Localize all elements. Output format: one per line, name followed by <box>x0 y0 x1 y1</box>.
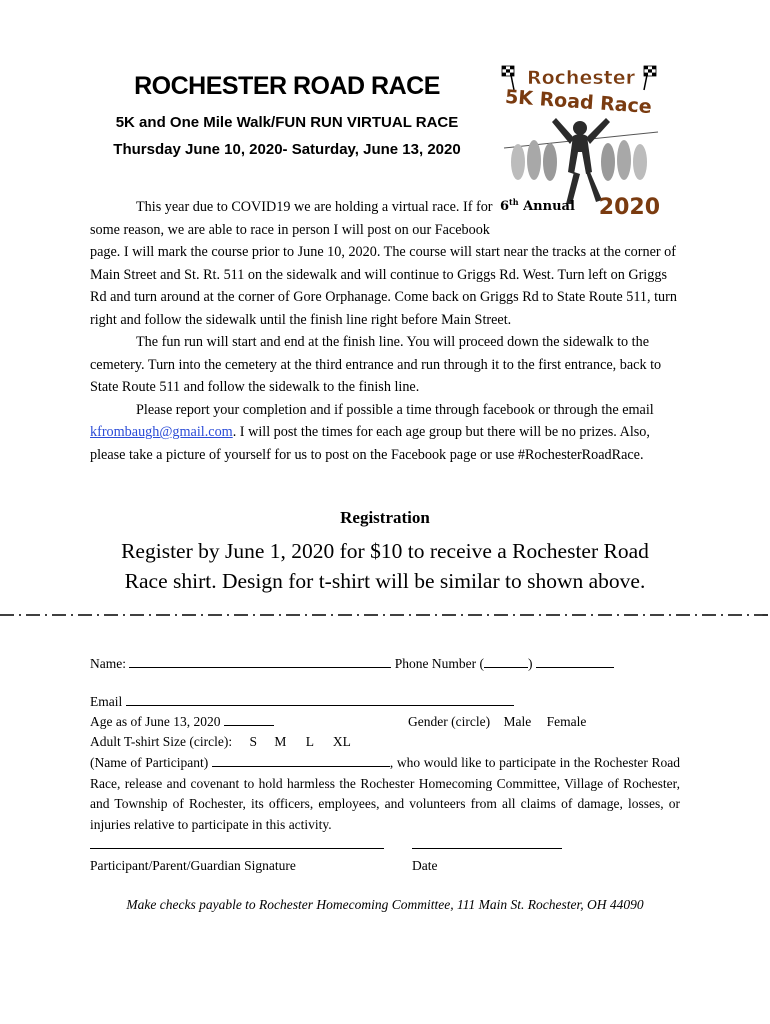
phone-label: Phone Number ( <box>394 656 484 671</box>
email-link[interactable]: kfrombaugh@gmail.com <box>90 424 233 440</box>
date-line-field[interactable] <box>412 848 562 849</box>
form-name-phone-row: Name: Phone Number ( ) <box>90 654 680 675</box>
waiver-text <box>90 753 680 835</box>
logo-annual: 6th Annual <box>500 197 575 214</box>
header <box>78 68 496 162</box>
cut-line-divider <box>0 612 770 618</box>
page-title: ROCHESTER ROAD RACE <box>134 72 440 100</box>
body-paragraphs <box>90 196 684 466</box>
size-option-m[interactable]: M <box>274 734 287 749</box>
size-option-l[interactable]: L <box>305 734 314 749</box>
form-shirt-row <box>90 732 680 753</box>
signature-label: Participant/Parent/Guardian Signature <box>90 858 296 873</box>
participant-name-field[interactable] <box>212 753 390 767</box>
logo-year: 2020 <box>598 195 660 220</box>
age-field[interactable] <box>224 712 274 726</box>
body-paragraph-1: This year due to COVID19 we are holding a virtual race. If for some reason, we are able to race in person I will post on our Facebook page. I will mark the course prior to June 10, 2020. The course will start near the tracks at the corner of Main Street and St. Rt. 511 on the sidewalk and will continue to Griggs Rd. West. Turn left on Griggs Rd and turn around at the corner of Gore Orphanage. Come back on Griggs Rd to State Route 511, turn right and follow the sidewalk until the finish line right before Main Street. <box>90 199 677 328</box>
event-dates: Thursday June 10, 2020- Saturday, June 13, 2020 <box>113 141 461 158</box>
gender-male-option[interactable]: Male <box>503 714 532 729</box>
signature-row <box>90 856 680 877</box>
size-option-s[interactable]: S <box>249 734 257 749</box>
logo-line2: 5K Road Race <box>504 85 653 119</box>
shirt-size-label: Adult T-shirt Size (circle): <box>90 734 233 749</box>
registration-heading: Registration <box>340 508 430 527</box>
logo-line1: Rochester <box>526 67 636 89</box>
name-field[interactable] <box>129 654 391 668</box>
logo-clearance <box>498 196 684 220</box>
age-label: Age as of June 13, 2020 <box>90 714 221 729</box>
event-subtitle: 5K and One Mile Walk/FUN RUN VIRTUAL RACE <box>115 114 459 131</box>
email-field[interactable] <box>126 692 514 706</box>
body-paragraph-3: Please report your completion and if possible a time through facebook or through the email kfrombaugh@gmail.com. I will post the times for each age group but there will be no prizes. Also, please take a picture of yourself for us to post on the Facebook page or use #RochesterRoadRace. <box>90 401 654 463</box>
checkered-flag-right-icon <box>644 66 656 90</box>
phone-area-field[interactable] <box>484 654 528 668</box>
form-email-row <box>90 692 680 713</box>
body-paragraph-2: The fun run will start and end at the finish line. You will proceed down the sidewalk to the cemetery. Turn into the cemetery at the third entrance and run through it to the first entrance, back to State Route 511 and follow the sidewalk to the finish line. <box>90 334 662 395</box>
runners-silhouette-icon <box>504 118 658 204</box>
registration-offer: Register by June 1, 2020 for $10 to receive a Rochester Road Race shirt. Design for t-shirt will be similar to shown above. <box>121 539 649 593</box>
signature-line[interactable] <box>90 848 384 849</box>
size-option-xl[interactable]: XL <box>332 734 351 749</box>
gender-group <box>408 712 586 733</box>
email-label: Email <box>90 694 123 709</box>
participant-label: (Name of Participant) <box>90 755 209 770</box>
phone-number-field[interactable] <box>536 654 614 668</box>
gender-label: Gender (circle) <box>408 714 491 729</box>
gender-female-option[interactable]: Female <box>546 714 587 729</box>
waiver-body: , who would like to participate in the Rochester Road Race, release and covenant to hold harmless the Rochester Homecoming Committee, Village of Rochester, and Township of Rochester, its officers, employees, and volunteers from all claims of damage, losses, or injuries relative to participate in this activity. <box>90 755 680 832</box>
date-label: Date <box>412 858 438 873</box>
form-age-gender-row <box>90 712 680 733</box>
name-label: Name: <box>90 656 126 671</box>
payment-note: Make checks payable to Rochester Homecoming Committee, 111 Main St. Rochester, OH 44090 <box>126 897 644 912</box>
